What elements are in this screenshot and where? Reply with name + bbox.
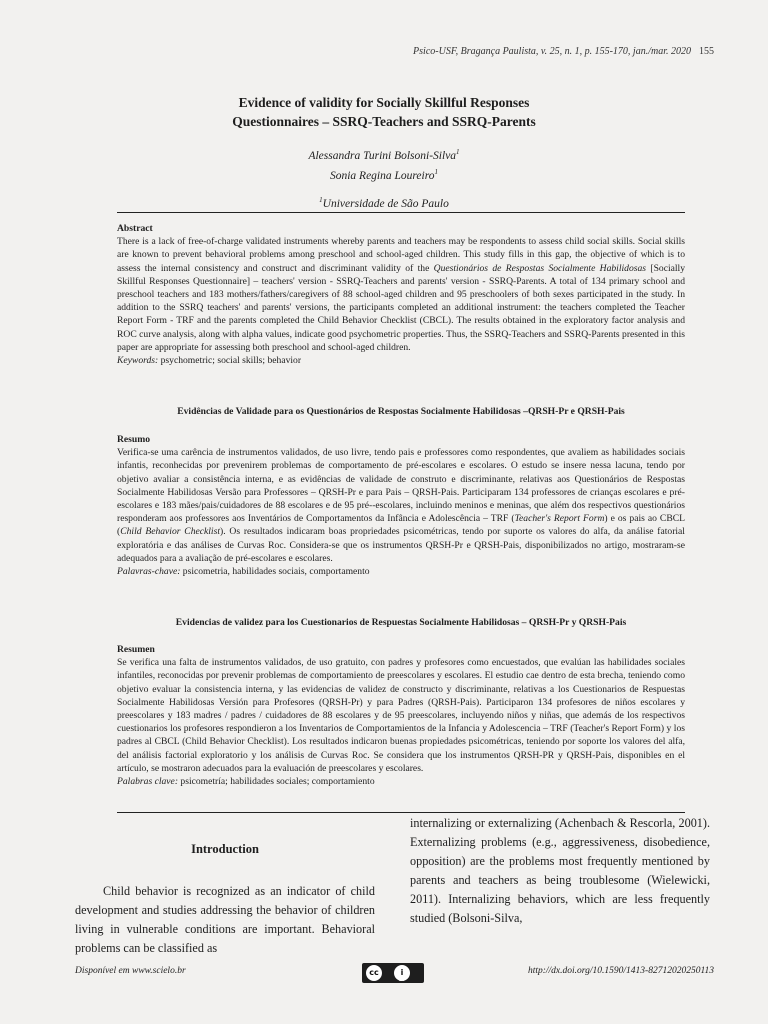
resumen-heading: Resumen (117, 644, 155, 655)
abstract-portuguese (117, 433, 685, 578)
title-line-1: Evidence of validity for Socially Skillful Responses (238, 95, 530, 110)
abstract-text: There is a lack of free-of-charge validated instruments whereby parents and teachers may be respondents to assess child social skills. Social skills are known to prevent behavioral problems among preschool and school-aged children. This study fills in this gap, the objective of which is to assess the internal consistency and construct and discriminant validity of the Questionários de Respostas Socialmente Habilidosas [Socially Skillful Responses Questionnaire] – teachers' version - SSRQ-Teachers and parents' version - SSRQ-Parents. A total of 134 primary school and preschool teachers and 183 mothers/fathers/caregivers of 88 school-aged children and 95 preschoolers of both sexes participated in the study. In addition to the SSRQ teachers' and parents' versions, the participants completed an additional instrument: the teachers completed the Teacher Report Form - TRF and the parents completed the Child Behavior Checklist (CBCL). The results obtained in the exploratory factor analysis and ROC curve analysis, along with alpha values, indicate good psychometric properties. Thus, the SSRQ-Teachers and SSRQ-Parents presented in this paper are appropriate for assessing both preschool and school-aged children. (117, 236, 686, 353)
keywords: Keywords: psychometric; social skills; behavior (117, 355, 302, 367)
intro-paragraph-left: Child behavior is recognized as an indicator of child development and studies addressing the behavior of children living in vulnerable conditions are important. Behavioral problems can be classified as (75, 884, 375, 955)
intro-left-column (75, 840, 375, 958)
cc-by-license-badge[interactable] (362, 963, 424, 983)
authors-block (0, 144, 768, 211)
spanish-title: Evidencias de validez para los Cuestionarios de Respuestas Socialmente Habilidosas – QRSH-Pr y QRSH-Pais (175, 617, 627, 628)
resumen-text: Se verifica una falta de instrumentos validados, de uso gratuito, con padres y profesores como encuestados, que evalúan las habilidades sociales infantiles, reconocidas por prevenir problemas de comportamiento de preescolares y escolares. El estudio cae dentro de esta brecha, teniendo como objetivo evaluar la consistencia interna, y las evidencias de validez de constructo y discriminante, relativas a los Cuestionarios de Respuestas Socialmente Habilidosas Versión para Profesores (QRSH-Pr) y para Padres (QRSH-Pais). Participaron 134 profesores de niños escolares y preescolares y 183 madres / padres / cuidadores de 88 escolares y de 95 preescolares, incluyendo niños y niñas, que además de los respectivos cuestionarios los profesores respondieron a los Inventarios de Comportamientos de la Infancia y Adolescencia – TRF (Teacher's Report Form) y los padres al CBCL (Child Behavior Checklist). Los resultados indicaron buenas propiedades psicométricas, teniendo por soporte los valores del alfa, del análisis factorial exploratorio y los análisis de Curvas Roc. Se considera que los instrumentos QRSH-PR y QRSH-Pais, disponibles en el artículo, se mostraron adecuados para la evaluación de preescolares y escolares. (117, 657, 685, 774)
abstract-heading: Abstract (117, 223, 153, 234)
palavras-chave: Palavras-chave: psicometria, habilidades sociais, comportamento (117, 566, 370, 578)
doi-link[interactable]: http://dx.doi.org/10.1590/1413-82712020250113 (527, 966, 714, 976)
abstract-english (117, 222, 685, 367)
affiliation: $^1$Universidade de São Paulo (319, 195, 449, 210)
resumo-text: Verifica-se uma carência de instrumentos validados, de uso livre, tendo pais e professores como respondentes, que avaliem as habilidades sociais infantis, reconhecidas por prevenirem problemas de comportamento de pré-escolares e escolares. O estudo se insere nessa lacuna, tendo por objetivo avaliar a consistência interna, e as evidências de validade de construto e discriminante, relativas aos Questionários de Respostas Socialmente Habilidosas Versão para Professores – QRSH-Pr e para Pais – QRSH-Pais. Participaram 134 professores de crianças escolares e pré-escolares e 183 mães/pais/cuidadores de 88 escolares e de 95 pré--escolares, incluindo meninos e meninas, que além dos respectivos questionários responderam aos professores aos Inventários de Comportamentos da Infância e Adolescência – TRF (Teacher's Report Form) e os pais ao CBCL (Child Behavior Checklist). Os resultados indicaram boas propriedades psicométricas, tendo por suporte os valores do alfa, da análise fatorial exploratória e das análises de Curvas Roc. Considera-se que os instrumentos QRSH-Pr e QRSH-Pais, disponibilizados no artigo, mostraram-se adequados para a avaliação de pré-escolares e escolares. (117, 447, 685, 564)
intro-right-column (410, 814, 710, 928)
intro-paragraph-right: internalizing or externalizing (Achenbach & Rescorla, 2001). Externalizing problems (e.g., aggressiveness, disobedience, opposition) are the problems most frequently mentioned by parents and teachers as being troublesome (Wielewicki, 2011). Internalizing behaviors, which are less frequently studied (Bolsoni-Silva, (410, 816, 710, 925)
top-rule (117, 212, 685, 213)
article-title (0, 93, 768, 131)
author-1: Alessandra Turini Bolsoni-Silva$^1$ (308, 148, 460, 162)
portuguese-title: Evidências de Validade para os Questionários de Respostas Socialmente Habilidosas –QRSH-Pr e QRSH-Pais (177, 406, 625, 417)
cc-icon: cc (366, 965, 382, 981)
page-number: 155 (699, 46, 714, 57)
footer-availability: Disponível em www.scielo.br (75, 966, 186, 976)
abstract-spanish (117, 643, 685, 788)
by-label: BY (398, 977, 406, 983)
introduction-heading: Introduction (191, 842, 259, 856)
running-header (413, 46, 714, 57)
author-2: Sonia Regina Loureiro$^1$ (329, 167, 439, 182)
palabras-clave: Palabras clave: psicometría; habilidades sociales; comportamiento (117, 776, 375, 788)
bottom-rule (117, 812, 685, 813)
title-line-2: Questionnaires – SSRQ-Teachers and SSRQ-Parents (232, 114, 536, 129)
journal-citation: Psico-USF, Bragança Paulista, v. 25, n. 1, p. 155-170, jan./mar. 2020 (413, 46, 691, 57)
attribution-icon: i (394, 965, 410, 981)
resumo-heading: Resumo (117, 434, 151, 445)
